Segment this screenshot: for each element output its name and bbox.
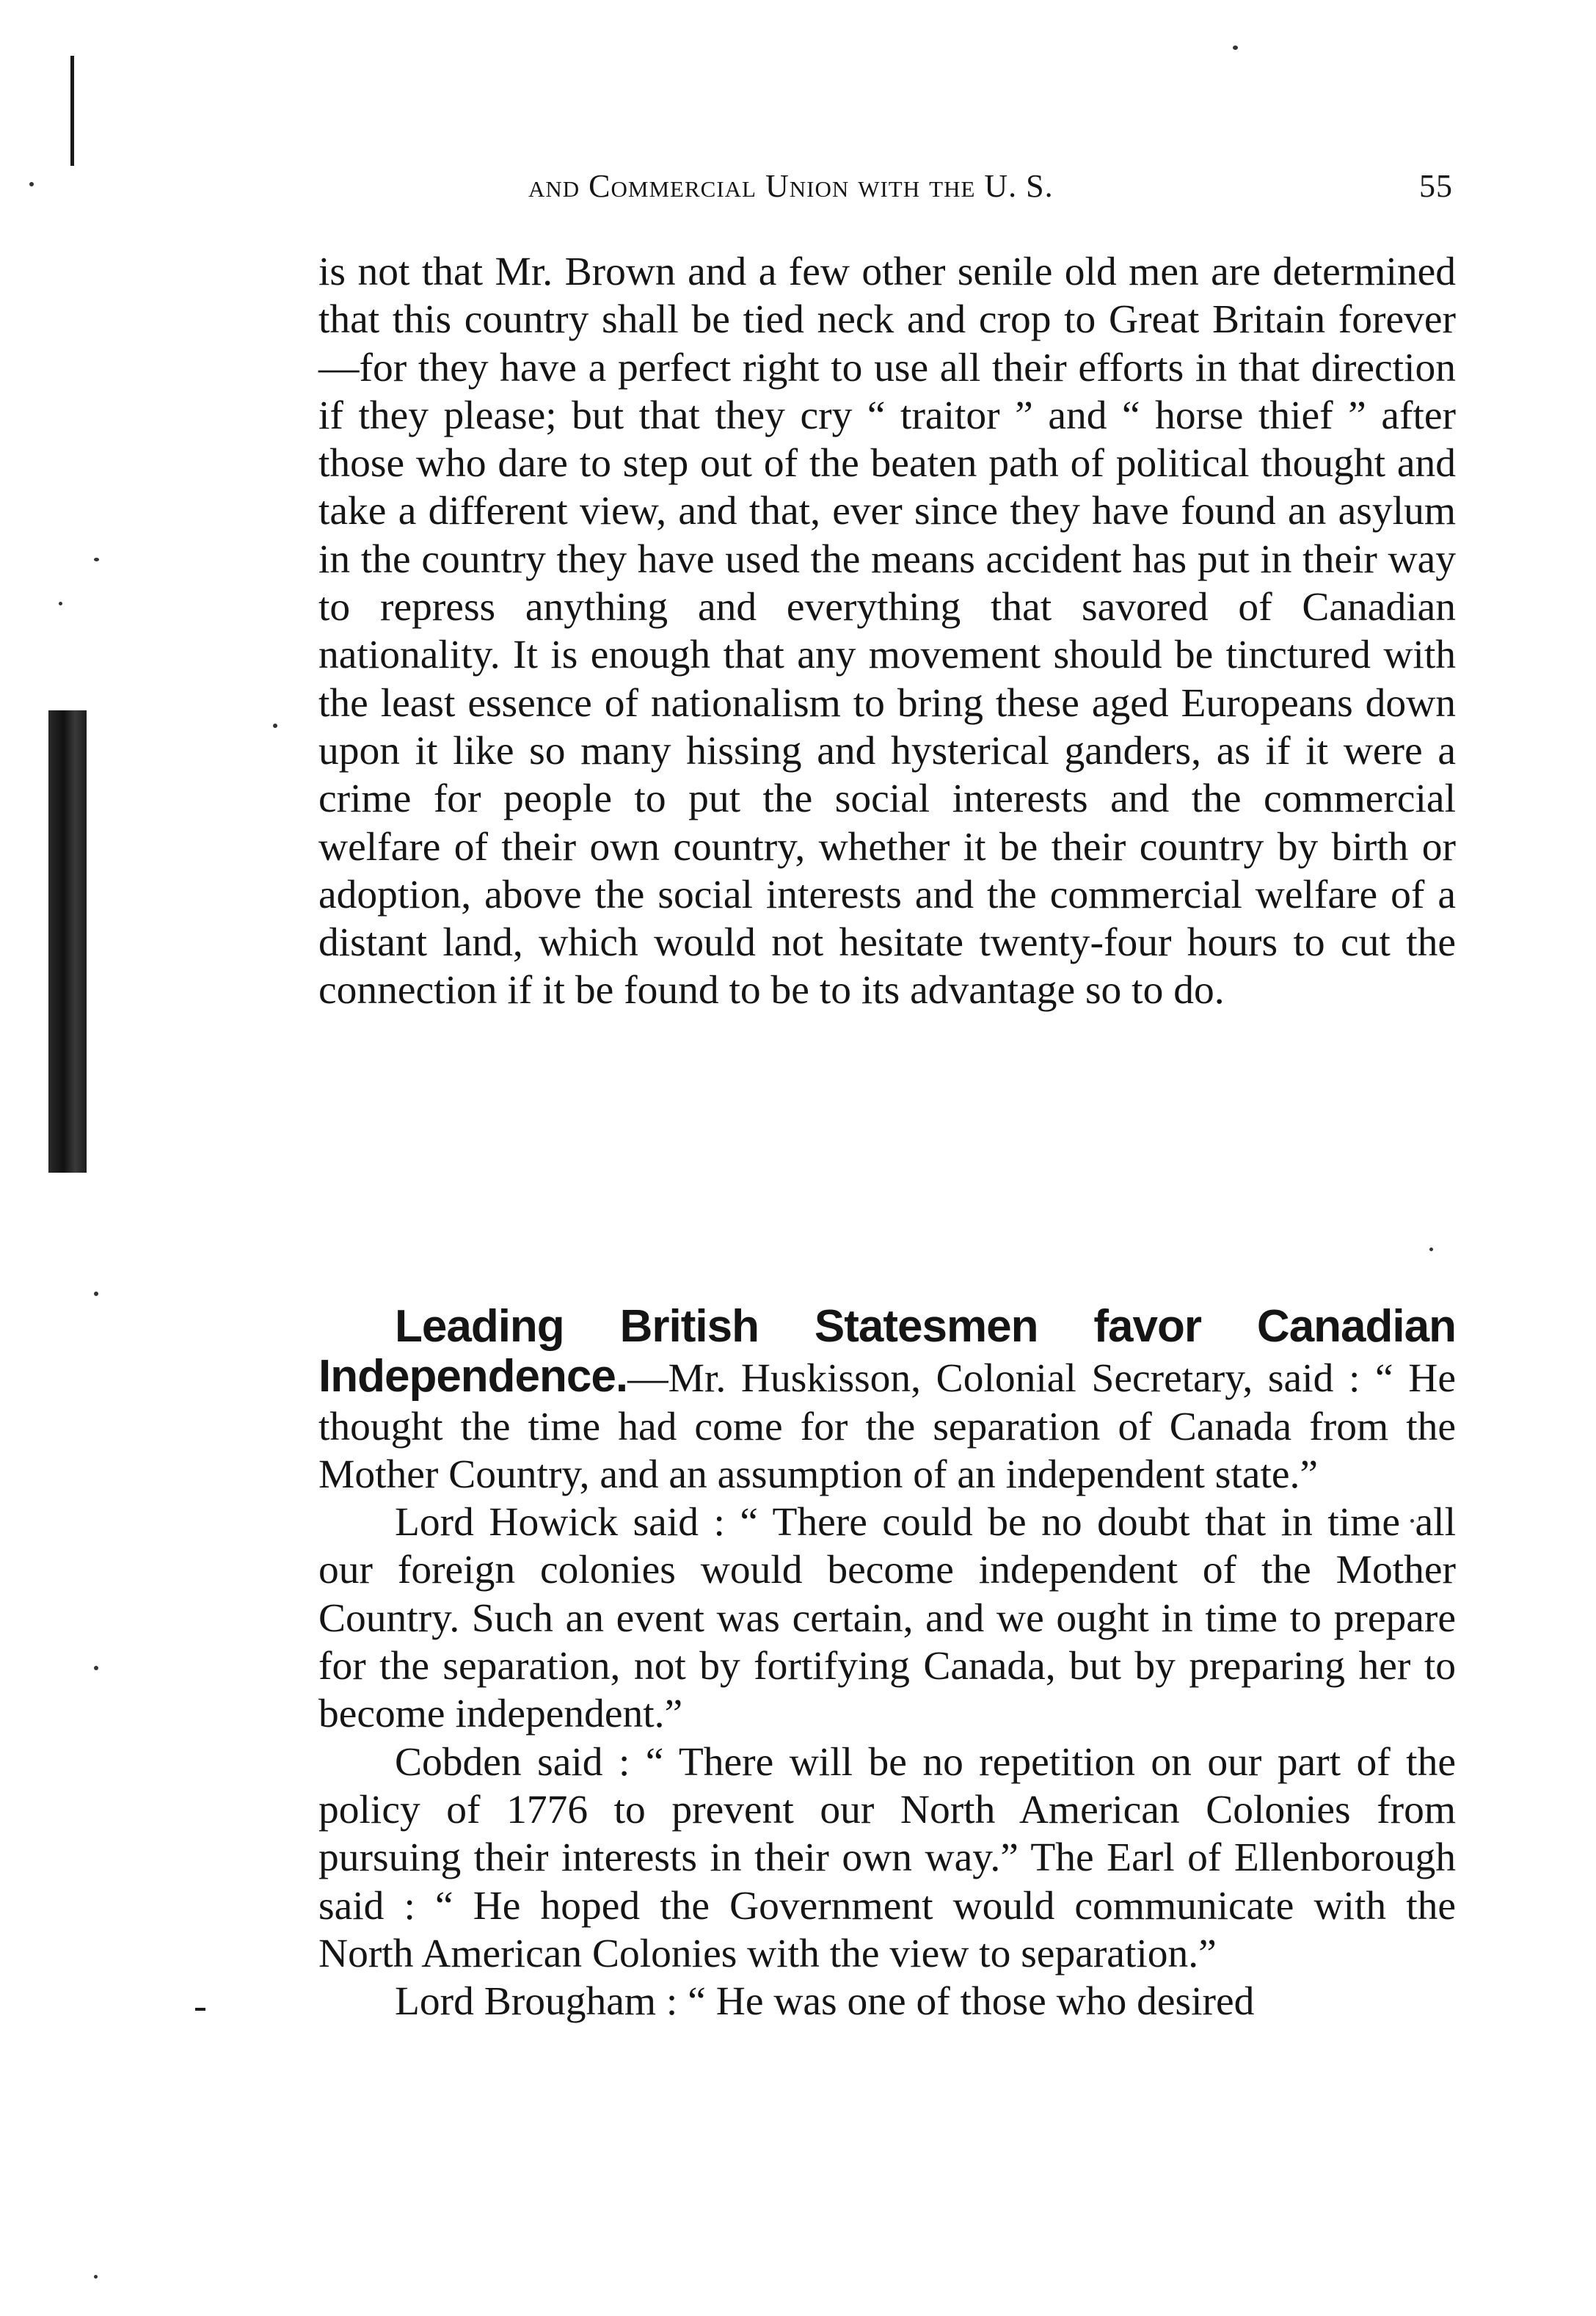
- binding-shadow: [48, 710, 87, 1173]
- page-number: 55: [1419, 168, 1453, 204]
- section-paragraph: [318, 1303, 1456, 1499]
- howick-paragraph: Lord Howick said : “ There could be no doubt that in time all our foreign colonies would become independent of the Mother Country. Such an event was certain, and we ought in time to prepare for the separation, not by fortifying Canada, but by preparing her to become independent.”: [318, 1500, 1456, 1737]
- huskisson-quote: —Mr. Huskisson, Colonial Secretary, said : “ He thought the time had come for the separation of Canada from the Mother Country, and an assumption of an independent state.”: [318, 1356, 1456, 1497]
- margin-speck: [94, 558, 99, 561]
- section-heading: Leading British Statesmen favor Canadian Independence.: [318, 1301, 1456, 1402]
- cobden-paragraph: Cobden said : “ There will be no repetition on our part of the policy of 1776 to prevent our North American Colonies from pursuing their interests in their own way.” The Earl of Ellenborough said : “ He hoped the Government would communicate with the North American Colonies with the view to separation.”: [318, 1739, 1456, 1976]
- margin-dash: [195, 2008, 205, 2011]
- margin-speck: [94, 1666, 98, 1670]
- margin-speck: [273, 724, 277, 728]
- margin-speck: [94, 1292, 98, 1296]
- margin-speck: [1233, 45, 1238, 50]
- text-block-section: [318, 1303, 1456, 2025]
- text-block-continuation: [318, 248, 1456, 1015]
- brougham-paragraph: Lord Brougham : “ He was one of those who desired: [395, 1979, 1255, 2025]
- running-head: [528, 167, 1453, 211]
- running-head-title: and Commercial Union with the U. S.: [528, 168, 1054, 204]
- margin-speck: [59, 602, 62, 605]
- margin-speck: [29, 182, 34, 186]
- margin-speck: [94, 2275, 98, 2279]
- margin-scan-mark: [70, 56, 74, 166]
- margin-speck: [1429, 1248, 1433, 1251]
- paragraph-continuation: is not that Mr. Brown and a few other senile old men are determined that this country shall be tied neck and crop to Great Britain forever—for they have a perfect right to use all their efforts in that direction if they please; but that they cry “ traitor ” and “ horse thief ” after those who dare to step out of the beaten path of political thought and take a different view, and that, ever since they have found an asylum in the country they have used the means accident has put in their way to repress anything and everything that savored of Canadian nationality. It is enough that any movement should be tinctured with the least essence of nationalism to bring these aged Europeans down upon it like so many hissing and hysterical ganders, as if it were a crime for people to put the social interests and the commercial welfare of their own country, whether it be their country by birth or adoption, above the social interests and the commercial welfare of a distant land, which would not hesitate twenty-four hours to cut the connection if it be found to be to its advantage so to do.: [318, 250, 1456, 1013]
